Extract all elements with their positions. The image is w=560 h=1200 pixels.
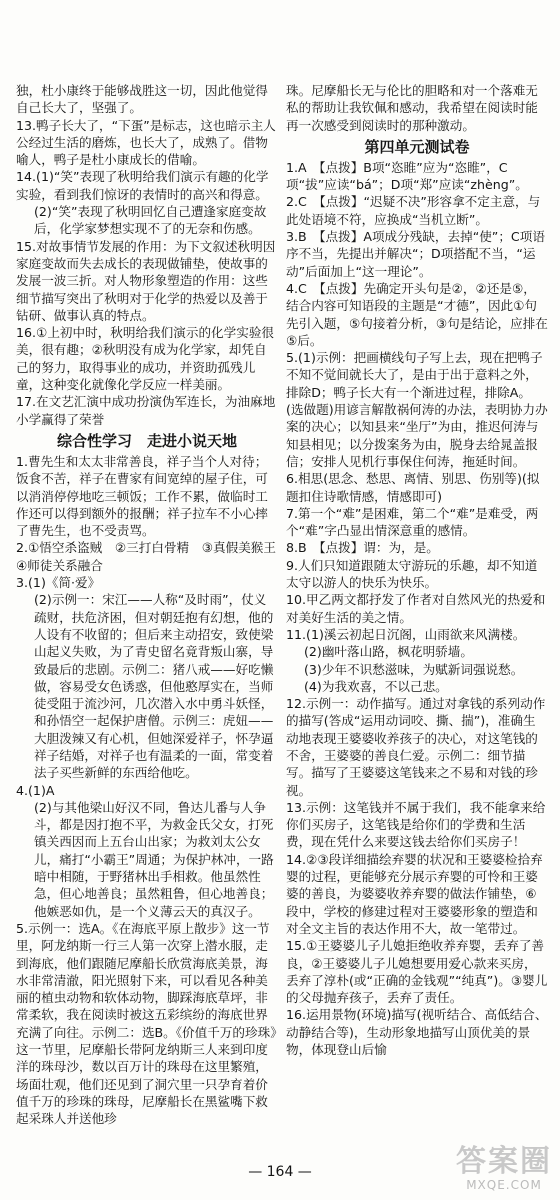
watermark-title: 答案圈 xyxy=(456,1144,552,1179)
answer-entry: 16.运用景物(环境)描写(视听结合、高低结合、动静结合等)，生动形象地描写山顶优美的景物，体现登山后愉 xyxy=(286,1007,548,1058)
answer-entry: 13.示例：这笔钱并不属于我们，我不能拿来给你们买房子，这笔钱是给你们的学费和生活费，现在凭什么来要这钱去给你们买房子！ xyxy=(286,799,546,850)
answer-entry: 7.第一个“难”是困难，第二个“难”是难受，两个“难”字凸显出情深意重的感情。 xyxy=(286,505,539,539)
answer-entry: 4.C 【点拨】先确定开头句是②，②还是⑤，结合内容可知语段的主题是“才德”，因此①句先引入题，⑤句接着分析，③句是结论，应排在⑤后。 xyxy=(286,280,548,348)
answer-entry: 1.曹先生和太太非常善良，祥子当个人对待；饭食不苦，祥子在曹家有间宽绰的屋子住，可以消消停停地吃三顿饭；工作不累，做临时工作还可以得到额外的报酬；祥子拉车不小心摔了曹先生，也不受责骂。 xyxy=(16,453,268,539)
answer-entry: 14.②③段详细描绘弃婴的状况和王婆婆检拾弃婴的过程，更能够充分展示弃婴的可怜和王婆婆的善良，为婆婆收养弃婴的做法作铺垫，⑥段中，学校的修建过程对王婆婆形象的塑造和对全文主旨的表达作用不大，故一笔带过。 xyxy=(286,851,543,936)
answer-entry: (3)少年不识愁滋味，为赋新词强说愁。 xyxy=(304,661,524,677)
answer-entry: 16.①上初中时，秋明给我们演示的化学实验很美，很有趣；②秋明没有成为化学家，却凭自己的努力，取得事业的成功，并资助孤残儿童，这种变化就像化学反应一样美丽。 xyxy=(16,325,275,393)
answer-entry: (2)与其他梁山好汉不同，鲁达儿番与人争斗，都是因打抱不平，为救金氏父女，打死镇关西因而上五台山出家；为救刘太公女儿，痛打“小霸王”周通；为保护林冲，一路暗中相随，于野猪林出手相救。他虽然性急，但心地善良；虽然粗鲁，但心地善良；他嫉恶如仇，是一个义薄云天的真汉子。 xyxy=(34,799,274,919)
answer-entry: 独，杜小康终于能够战胜这一切，因此他觉得自己长大了，坚强了。 xyxy=(16,83,268,116)
right-column xyxy=(286,82,548,1058)
answer-entry: 5.(1)示例：把画横线句子写上去，现在把鸭子不知不觉间就长大了，是由于出于意料之外，排除D；鸭子长大有一个渐进过程，排除A。(选做题)用谚言解散祸何涛的办法，表明协力办案的决心；以知县来“坐厅”为由，推迟何涛与知县相见；以分拨案务为由，脱身去给晁盖报信；安排人见机行事保住何涛，拖延时间。 xyxy=(286,350,548,469)
answer-entry: (2)“笑”表现了秋明回忆自己遭逢家庭变故后，化学家梦想实现不了的无奈和伤感。 xyxy=(34,204,267,237)
watermark-logo xyxy=(456,1146,552,1192)
answer-entry: 14.(1)“笑”表现了秋明给我们演示有趣的化学实验，看到我们惊讶的表情时的高兴和得意。 xyxy=(16,169,269,202)
answer-entry: 9.人们只知道跟随太守游玩的乐趣，却不知道太守以游人的快乐为快乐。 xyxy=(286,557,538,591)
answer-entry: 4.(1)A xyxy=(16,782,55,798)
answer-entry: 珠。尼摩船长无与伦比的胆略和对一个落难无私的帮助让我钦佩和感动，我希望在阅读时能再一次感受到阅读时的那种激动。 xyxy=(286,83,538,133)
answer-entry: 15.对故事情节发展的作用：为下文叙述秋明因家庭变故而失去成长的表现做铺垫，使故事的发展一波三折。对人物形象塑造的作用：这些细节描写突出了秋明对于化学的热爱以及善于钻研、做事认真的特点。 xyxy=(16,238,276,323)
answer-entry: 2.C 【点拨】“迟疑不决”形容拿不定主意，与此处语境不符，应换成“当机立断”。 xyxy=(286,194,541,227)
answer-entry: 6.相思(思念、愁思、离情、别思、伤别等)(拟题扣住诗歌情感，情感即可) xyxy=(286,471,540,504)
answer-entry: 12.示例一：动作描写。通过对拿钱的系列动作的描写(答成“运用动词咬、撕、揣”)，准确生动地表现王婆婆收养孩子的决心，对这笔钱的不舍，王婆婆的善良仁爱。示例二：细节描写。描写了王婆婆这笔钱来之不易和对钱的珍视。 xyxy=(286,696,546,798)
answer-entry: 15.①王婆婆儿子儿媳拒绝收养弃婴，丢弃了善良，②王婆婆儿子儿媳想要用爱心款来买房，丢弃了淳朴(或“正确的金钱观”“纯真”)。③婴儿的父母抛弃孩子，丢弃了责任。 xyxy=(286,938,548,1006)
answer-entry: (2)幽叶落山路，枫花明骄墙。 xyxy=(304,644,473,660)
section-heading: 综合性学习 走进小说天地 xyxy=(56,431,237,450)
answer-entry: 3.B 【点拨】A项成分残缺，去掉“使”；C项语序不当，先提出并解决“；D项搭配不当，“运动”后面加上“这一理论”。 xyxy=(286,229,545,279)
answer-entry: 3.(1)《简·爱》 xyxy=(16,575,101,591)
section-heading: 第四单元测试卷 xyxy=(364,137,470,156)
answer-entry: 10.甲乙两文都抒发了作者对自然风光的热爱和对美好生活的美之情。 xyxy=(286,592,546,625)
answer-entry: 1.A 【点拨】B项“恣睢”应为“恣睢”，C项“拔”应读“bá”；D项“郑”应读“zhèng”。 xyxy=(286,159,528,193)
answer-entry: 17.在文艺汇演中成功扮演伪军连长，为油麻地小学赢得了荣誉 xyxy=(16,394,276,427)
answer-entry: 2.①悟空杀盗贼 ②三打白骨精 ③真假美猴王 ④师徒关系融合 xyxy=(16,540,289,573)
answer-entry: 5.示例一：选A。《在海底平原上散步》这一节里，阿龙纳斯一行三人第一次穿上潜水服，走到海底，他们跟随尼摩船长欣赏海底美景，海水非常清澈，阳光照射下来，可以看见各种美丽的植虫动物和软体动物，脚踩海底草坪，非常柔软，我在阅读时被这五彩缤纷的海底世界充满了向往。示例二：选B。《价值千万的珍珠》这一节里，尼摩船长带阿龙纳斯三人来到印度洋的珠母沙，数以百万计的珠母在这里繁殖，场面壮观，他们还见到了洞穴里一只孕育着价值千万的珍珠的珠母，尼摩船长在黑鲨嘴下救起采珠人并送他珍 xyxy=(16,920,277,1127)
answer-entry: (4)为我欢喜，不以己悲。 xyxy=(304,678,448,694)
left-column xyxy=(16,82,289,1128)
answer-entry: 11.(1)溪云初起日沉阁，山雨欲来风满楼。 xyxy=(286,626,526,642)
answer-entry: (2)示例一：宋江——人称“及时雨”，仗义疏财，扶危济困，但对朝廷抱有幻想，他的人设有不收留的；但后来主动招安，致使梁山起义失败，为了青史留名竟背叛山寨，导致最后的悲剧。示例二：猪八戒——好吃懒做，容易受女色诱惑，但他憨厚实在，当师徒受阻于流沙河，几次潜入水中勇斗妖怪，和孙悟空一起保护唐僧。示例三：虎妞——大胆泼辣又有心机，但她深爱祥子，怀孕逼祥子结婚，对祥子也有温柔的一面，常变着法子买些新鲜的东西给他吃。 xyxy=(34,592,274,781)
answer-entry: 13.鸭子长大了，“下蛋”是标志，这也暗示主人公经过生活的磨炼，也长大了，成熟了。借物喻人，鸭子是杜小康成长的借喻。 xyxy=(16,117,276,168)
watermark-url: MXQE.COM xyxy=(466,1178,542,1192)
answer-entry: 8.B 【点拨】谓：为，是。 xyxy=(286,540,439,556)
page-number: — 164 — xyxy=(248,1164,312,1180)
